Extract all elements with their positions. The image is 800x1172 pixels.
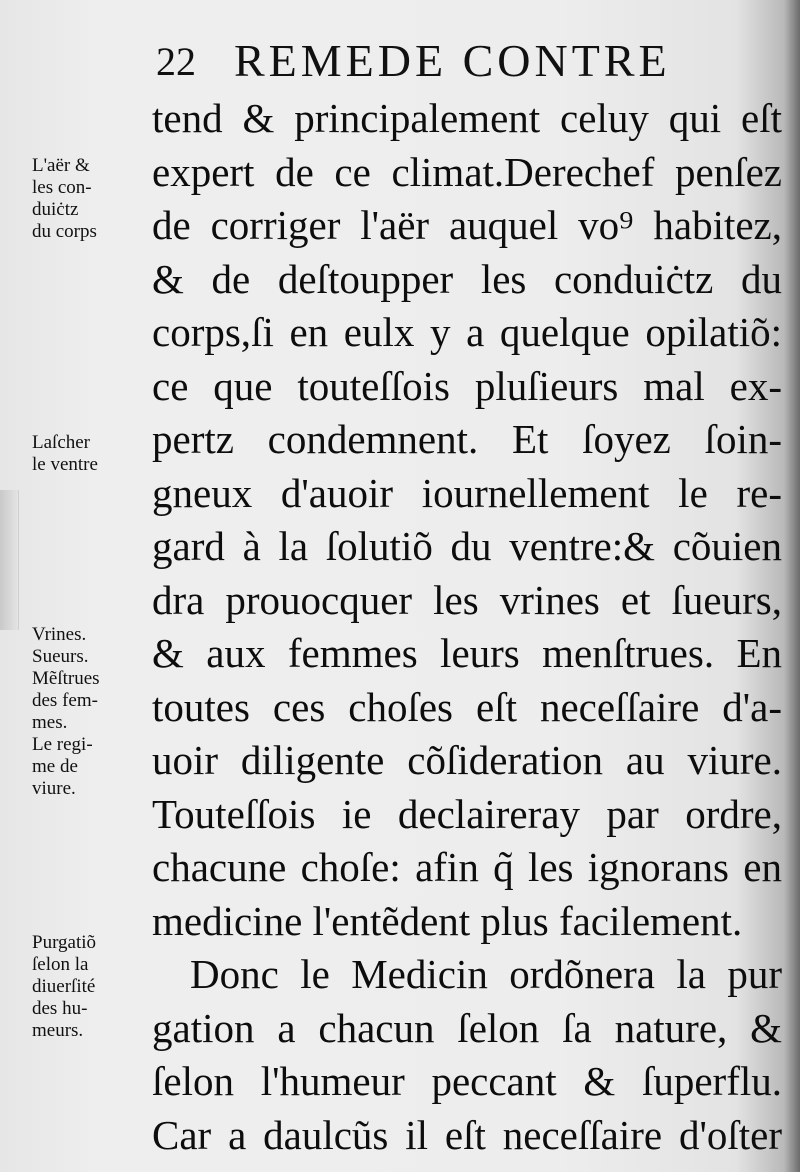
margin-note-line: ſelon la [32,954,89,975]
text-line: Donc le Medicin ordõnera la pur [190,951,782,997]
text-line: tend & principalement celuy qui eſt [152,95,782,141]
text-line: toutes ces choſes eſt neceſſaire d'a- [152,683,782,730]
text-line: uoir diligente cõſideration au viure. [152,737,782,783]
margin-note-line: Le regi- [32,734,93,755]
text-line: Car a daulcũs il eſt neceſſaire d'oſter [152,1111,782,1158]
text-line: gard à la ſolutiõ du ventre:& cõuien [152,523,782,569]
margin-note-line: L'aër & [32,155,90,176]
text-line: chacune choſe: afin q̃ les ignorans en [152,844,782,890]
margin-note-line: viure. [32,778,76,799]
margin-note-line: Vrines. [32,624,87,645]
margin-note-purgation [32,932,144,1042]
text-line: pertz condemnent. Et ſoyez ſoin- [152,416,782,462]
margin-note-line: Laſcher [32,432,91,453]
margin-note-line: duiċtz [32,199,79,220]
text-line: dra prouocquer les vrines et ſueurs, [152,576,782,623]
margin-note-ventre [32,432,144,476]
margin-note-line: les con- [32,177,92,198]
text-line: & aux femmes leurs menſtrues. En [152,630,782,676]
text-line: de corriger l'aër auquel vo⁹ habitez, [152,202,782,248]
text-line: & de deſtoupper les conduiċtz du [152,255,782,302]
margin-note-aer [32,155,144,243]
margin-note-line: du corps [32,221,97,242]
margin-note-line: Purgatiõ [32,932,97,953]
page-number: 22 [156,39,196,84]
text-line: gneux d'auoir iournellement le re- [152,469,782,516]
text-line: medicine l'entẽdent plus facilement. [152,897,743,944]
margin-note-line: meurs. [32,1020,84,1041]
main-text [152,92,782,1162]
text-line: Touteſſois ie declaireray par ordre, [152,790,782,837]
page-header [156,32,776,92]
text-line: gation a chacun ſelon ſa nature, & [152,1004,782,1051]
text-line: expert de ce climat.Derechef penſez [152,148,782,195]
margin-note-line: des hu- [32,998,88,1019]
margin-note-vrines [32,624,144,800]
text-line: ſelon l'humeur peccant & ſuperflu. [152,1058,782,1104]
margin-note-line: des fem- [32,690,98,711]
margin-note-line: Mẽſtrues [32,668,100,689]
text-line: corps,ſi en eulx y a quelque opilatiõ: [152,309,782,355]
margin-note-line: diuerſité [32,976,96,997]
text-line: ce que touteſſois pluſieurs mal ex- [152,362,782,409]
margin-note-line: le ventre [32,454,98,475]
page-tear [0,490,19,630]
margin-note-line: mes. [32,712,68,733]
running-title: REMEDE CONTRE [234,35,671,86]
margin-note-line: Sueurs. [32,646,89,667]
margin-note-line: me de [32,756,78,777]
